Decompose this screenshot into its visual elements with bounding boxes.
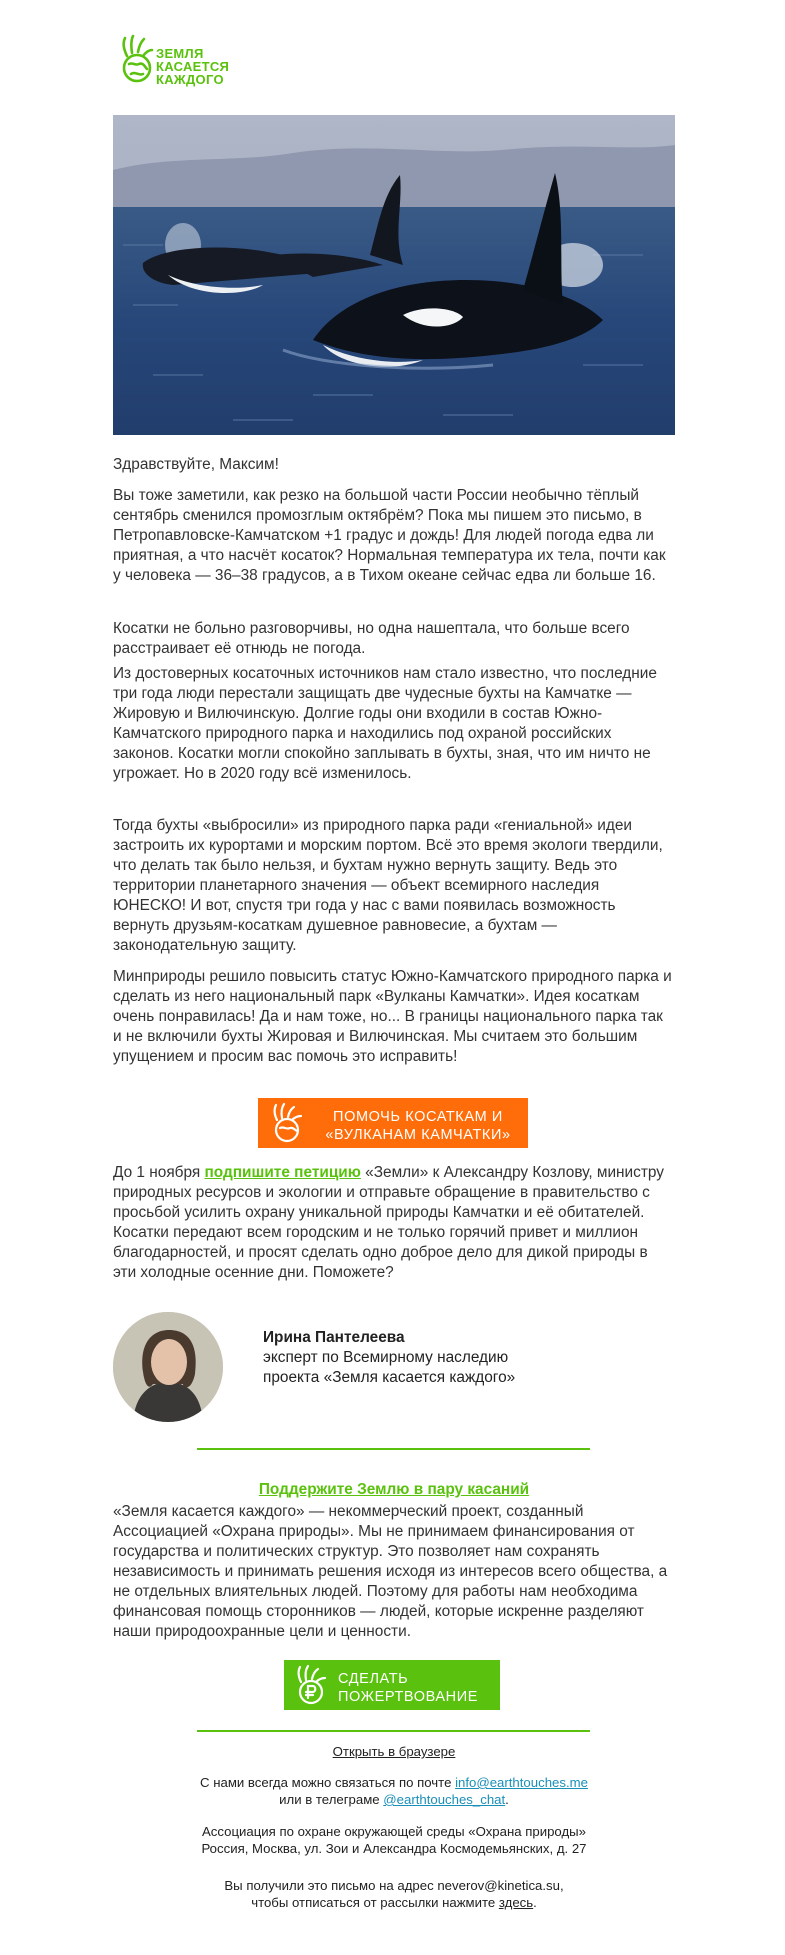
support-heading-link[interactable]: Поддержите Землю в пару касаний [258, 1481, 530, 1498]
footer-contacts: С нами всегда можно связаться по почте info@earthtouches.me или в телеграме @earthtouches_chat. [200, 1775, 588, 1807]
paragraph-intro: Вы тоже заметили, как резко на большой части России необычно тёплый сентябрь сменился промозглым октябрём? Пока мы пишем это письмо, в Петропавловске-Камчатском +1 градус и дождь! Для людей погода едва ли приятная, а что насчёт косаток? Нормальная температура их тела, почти как у человека — 36–38 градусов, а в Тихом океане сейчас едва ли больше 16. [113, 487, 666, 584]
petition-link[interactable]: подпишите петицию [204, 1164, 361, 1181]
donate-label-1: СДЕЛАТЬ [338, 1671, 409, 1687]
brand-logo[interactable] [119, 34, 264, 90]
open-in-browser-link[interactable]: Открыть в браузере [332, 1744, 456, 1759]
paragraph-petition: До 1 ноября подпишите петицию «Земли» к Александру Козлову, министру природных ресурсов и экологии и отправьте обращение в правительство с просьбой усилить охрану уникальной природы Камчатки и её обитателей. Косатки передают всем городским и не только горячий привет и миллион благодарностей, и просят сделать одно доброе дело для дикой природы в эти холодные осенние дни. Поможете? [113, 1164, 664, 1281]
hand-globe-icon [270, 1102, 304, 1144]
paragraph-whisper: Косатки не больно разговорчивы, но одна нашептала, что больше всего расстраивает её отнюдь не погода. [113, 620, 630, 657]
org-address: Россия, Москва, ул. Зои и Александра Космодемьянских, д. 27 [201, 1841, 587, 1856]
help-orcas-label-1: ПОМОЧЬ КОСАТКАМ И [333, 1109, 503, 1125]
donate-button[interactable] [284, 1660, 500, 1710]
signature-role: эксперт по Всемирному наследию [263, 1349, 509, 1366]
signature-block [263, 1328, 515, 1388]
help-orcas-label-2: «ВУЛКАНАМ КАМЧАТКИ» [325, 1127, 511, 1143]
telegram-link[interactable]: @earthtouches_chat [383, 1792, 506, 1807]
greeting: Здравствуйте, Максим! [113, 456, 279, 473]
footer-open-browser [113, 1743, 675, 1760]
paragraph-bays: Из достоверных косаточных источников нам стало известно, что последние три года люди перестали защищать две чудесные бухты на Камчатке — Жировую и Вилючинскую. Долгие годы они входили в состав Южно-Камчатского природного парка и находились под охраной российских законов. Косатки могли спокойно заплывать в бухты, зная, что им ничто не угрожает. Но в 2020 году всё изменилось. [113, 665, 657, 782]
signature-project: проекта «Земля касается каждого» [263, 1369, 516, 1386]
email-link[interactable]: info@earthtouches.me [455, 1775, 588, 1790]
recipient-note: Вы получили это письмо на адрес neverov@kinetica.su, [224, 1878, 564, 1893]
divider [197, 1730, 590, 1732]
signature-name: Ирина Пантелеева [263, 1329, 405, 1346]
orca-hero-image [113, 115, 675, 435]
help-orcas-button[interactable] [258, 1098, 528, 1148]
support-text: «Земля касается каждого» — некоммерческий проект, созданный Ассоциацией «Охрана природы». Мы не принимаем финансирования от государства и политических структур. Это позволяет нам сохранять независимость и принимать решения исходя из интересов всего общества, а не отдельных влиятельных людей. Поэтому для работы нам необходима финансовая помощь сторонников — людей, которые искренне разделяют наши природоохранные цели и ценности. [113, 1503, 668, 1640]
footer-organization [113, 1823, 675, 1857]
logo-text: ЗЕМЛЯ КАСАЕТСЯ КАЖДОГО [156, 46, 230, 87]
paragraph-history: Тогда бухты «выбросили» из природного парка ради «гениальной» идеи застроить их курортами и морским портом. Всё это время экологи твердили, что делать так было нельзя, и бухтам нужно вернуть защиту. Ведь это территории планетарного значения — объект всемирного наследия ЮНЕСКО! И вот, спустя три года у нас с вами появилась возможность вернуть друзьям-косаткам душевное равновесие, а бухтам — законодательную защиту. [113, 817, 663, 954]
unsubscribe-link[interactable]: здесь [498, 1895, 534, 1910]
footer-unsubscribe: Вы получили это письмо на адрес neverov@kinetica.su, чтобы отписаться от рассылки нажмите здесь. [113, 1877, 675, 1911]
paragraph-national-park: Минприроды решило повысить статус Южно-Камчатского природного парка и сделать из него национальный парк «Вулканы Камчатки». Идея косаткам очень понравилась! Да и нам тоже, но... В границы национального парка так и не включили бухты Жировая и Вилючинская. Мы считаем это большим упущением и просим вас помочь это исправить! [113, 968, 672, 1065]
hand-globe-icon [119, 34, 155, 86]
org-name: Ассоциация по охране окружающей среды «Охрана природы» [202, 1824, 586, 1839]
donate-label-2: ПОЖЕРТВОВАНИЕ [338, 1689, 479, 1705]
hand-ruble-icon [294, 1664, 328, 1706]
avatar [113, 1312, 223, 1422]
divider [197, 1448, 590, 1450]
